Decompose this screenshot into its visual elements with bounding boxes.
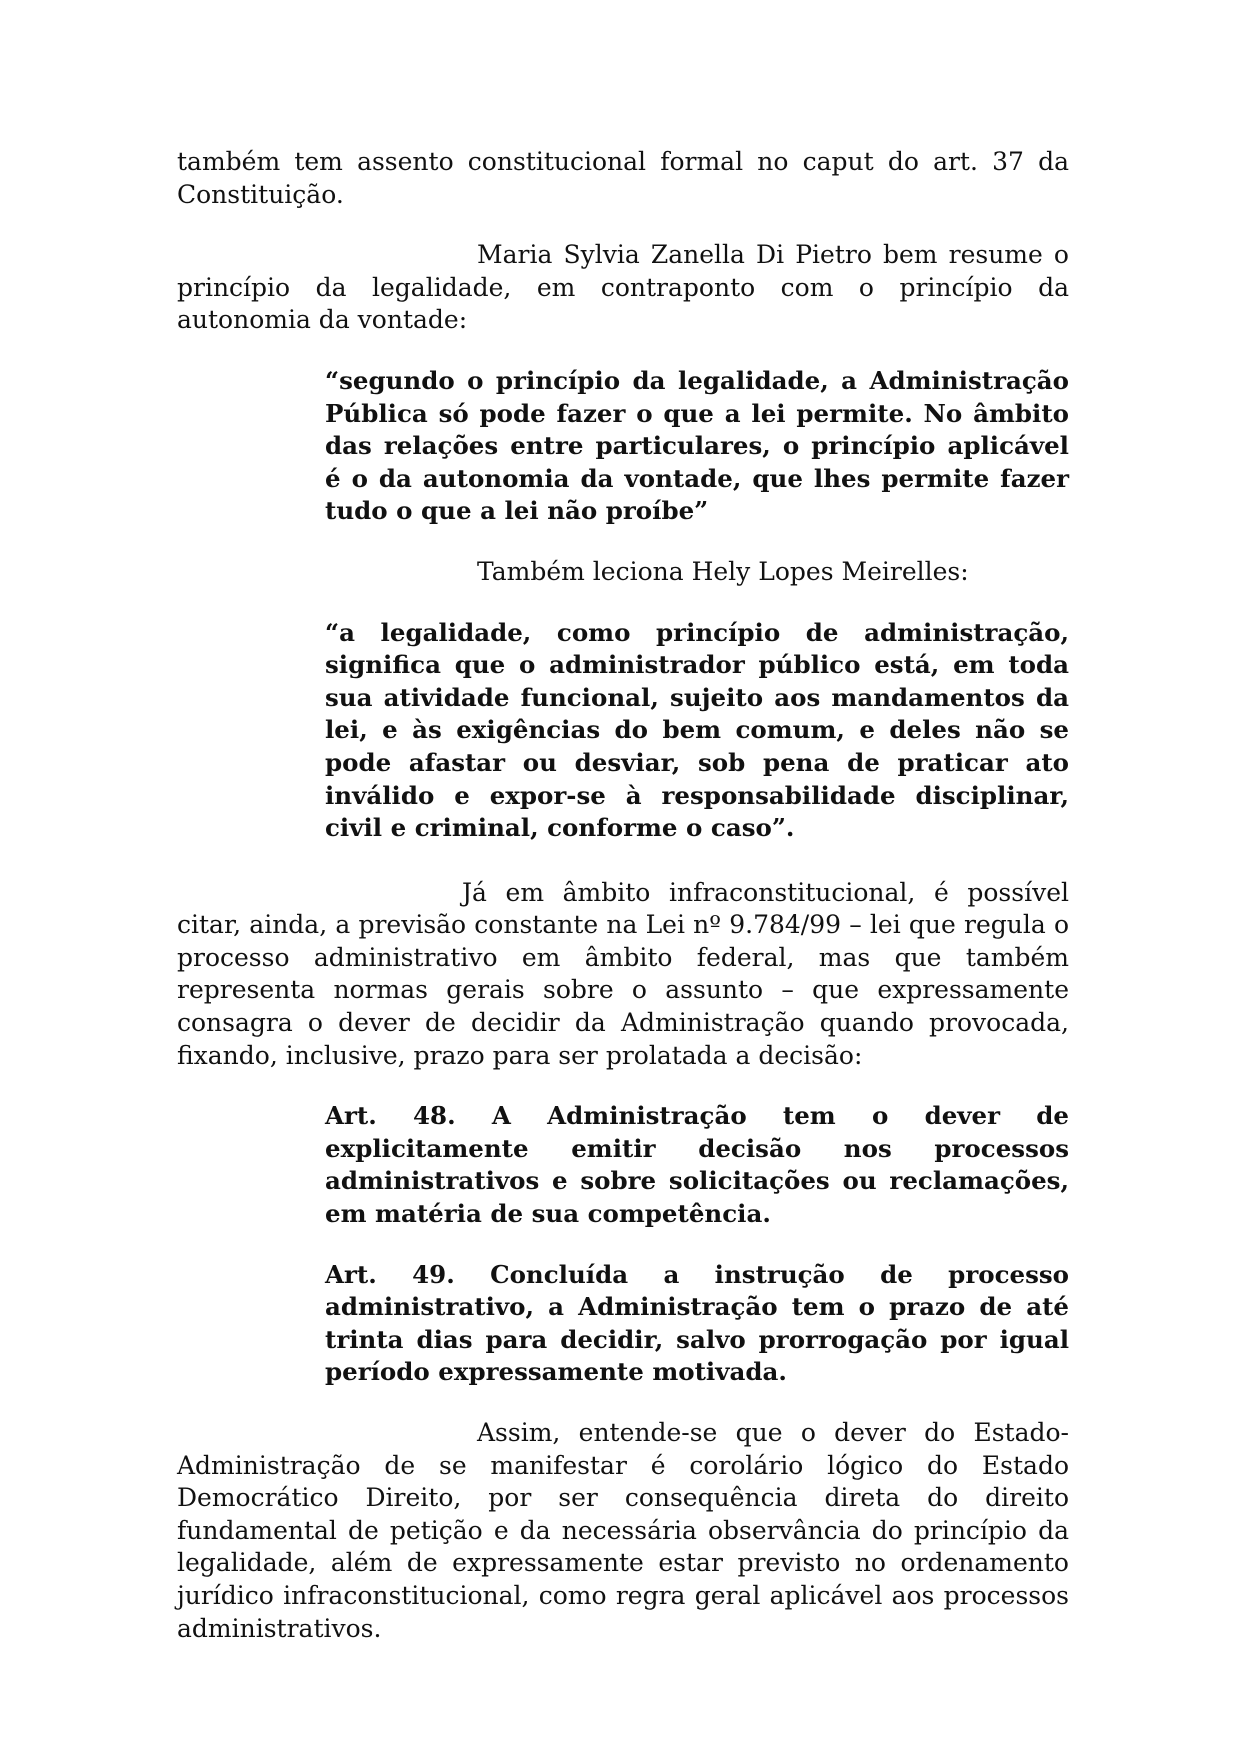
quote-art-48: Art. 48. A Administração tem o dever de explicitamente emitir decisão nos processos administrativos e sobre solicitações ou reclamações, em matéria de sua competência. [325, 1101, 1069, 1229]
quote-di-pietro: “segundo o princípio da legalidade, a Administração Pública só pode fazer o que a lei permite. No âmbito das relações entre particulares, o princípio aplicável é o da autonomia da vontade, que lhes permite fazer tudo o que a lei não proíbe” [325, 365, 1069, 526]
intro-hely-lopes: Também leciona Hely Lopes Meirelles: [477, 556, 969, 586]
paragraph-conclusion: Assim, entende-se que o dever do Estado-Administração de se manifestar é corolário lógico do Estado Democrático Direito, por ser consequência direta do direito fundamental de petição e da necessária observância do princípio da legalidade, além de expressamente estar previsto no ordenamento jurídico infraconstitucional, como regra geral aplicável aos processos administrativos. [177, 1418, 1069, 1643]
paragraph-lei-9784: Já em âmbito infraconstitucional, é possível citar, ainda, a previsão constante na Lei nº 9.784/99 – lei que regula o processo administrativo em âmbito federal, mas que também representa normas gerais sobre o assunto – que expressamente consagra o dever de decidir da Administração quando provocada, fixando, inclusive, prazo para ser prolatada a decisão: [177, 877, 1069, 1070]
paragraph-di-pietro-intro: Maria Sylvia Zanella Di Pietro bem resume o princípio da legalidade, em contraponto com o princípio da autonomia da vontade: [177, 240, 1069, 335]
paragraph-legality-constitutional: também tem assento constitucional formal no caput do art. 37 da Constituição. [177, 147, 1069, 209]
quote-hely-lopes: “a legalidade, como princípio de administração, significa que o administrador público está, em toda sua atividade funcional, sujeito aos mandamentos da lei, e às exigências do bem comum, e deles não se pode afastar ou desviar, sob pena de praticar ato inválido e expor-se à responsabilidade disciplinar, civil e criminal, conforme o caso”. [325, 617, 1069, 843]
document-page [177, 146, 1069, 1645]
quote-art-49: Art. 49. Concluída a instrução de processo administrativo, a Administração tem o prazo de até trinta dias para decidir, salvo prorrogação por igual período expressamente motivada. [325, 1259, 1069, 1387]
